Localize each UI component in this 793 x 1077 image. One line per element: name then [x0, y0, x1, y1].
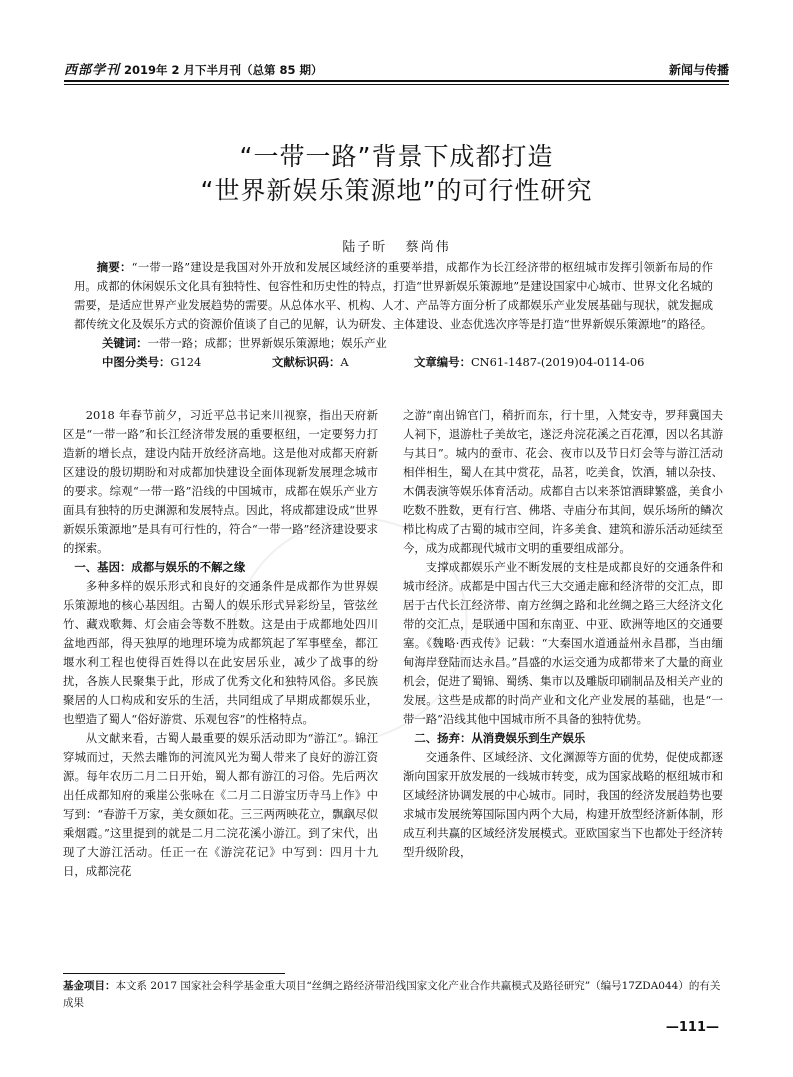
- page-header: [64, 56, 729, 78]
- article-title: [80, 140, 713, 208]
- doc-code-value: A: [340, 355, 349, 369]
- journal-logo: 西部学刊: [64, 63, 121, 78]
- issue-info: 2019年 2 月下半月刊（总第 85 期）: [124, 63, 323, 77]
- footnote: [63, 978, 723, 1012]
- abstract: [74, 258, 713, 334]
- paragraph: 多种多样的娱乐形式和良好的交通条件是成都作为世界娱乐策源地的核心基因组。古蜀人的娱乐形式异彩纷呈，管弦丝竹、藏戏歌舞、灯会庙会等数不胜数。这是由于成都地处四川盆地西部，得天独厚的地理环境为成都筑起了军事壁垒，都江堰水利工程也使得百姓得以在此安居乐业，减少了战事的纷扰，各族人民聚集于此，形成了优秀文化和独特风俗。多民族聚居的人口构成和安乐的生活，共同组成了早期成都娱乐业，也塑造了蜀人“俗好游赏、乐观包容”的性格特点。: [63, 579, 378, 726]
- author-2: 蔡尚伟: [405, 240, 451, 255]
- journal-info: [64, 59, 323, 78]
- classification-row: [74, 353, 713, 372]
- right-column: [403, 406, 723, 862]
- section-heading-2: 二、扬弃：从消费娱乐到生产娱乐: [414, 731, 586, 745]
- footnote-label: 基金项目：: [63, 980, 116, 992]
- clc-label: 中图分类号：: [102, 355, 171, 369]
- keywords: [102, 334, 713, 353]
- article-no-value: CN61-1487-(2019)04-0114-06: [470, 355, 645, 369]
- header-rule-thin: [64, 84, 729, 85]
- paragraph: 支撑成都娱乐产业不断发展的支柱是成都良好的交通条件和城市经济。成都是中国古代三大交通走廊和经济带的交汇点，即居于古代长江经济带、南方丝绸之路和北丝绸之路三大经济文化带的交汇点，是联通中国和东南亚、中亚、欧洲等地区的交通要塞。《魏略·西戎传》记载：“大秦国水道通益州永昌郡，当由缅甸海岸登陆而达永昌。”昌盛的水运交通为成都带来了大量的商业机会，促进了蜀锦、蜀绣、集市以及雕版印刷制品及相关产业的发展。这些是成都的时尚产业和文化产业发展的基础，也是“一带一路”沿线其他中国城市所不具备的独特优势。: [403, 560, 723, 726]
- footnote-rule: [63, 973, 285, 974]
- abstract-label: 摘要：: [96, 260, 132, 274]
- doc-code-label: 文献标识码：: [272, 355, 341, 369]
- keywords-text: 一带一路；成都；世界新娱乐策源地；娱乐产业: [147, 336, 387, 350]
- authors: [0, 236, 793, 255]
- clc-value: G124: [170, 355, 202, 369]
- paragraph: 从文献来看，古蜀人最重要的娱乐活动即为“游江”。锦江穿城而过，天然去雕饰的河流风光为蜀人带来了良好的游江资源。每年农历二月二日开始，蜀人都有游江的习俗。先后两次出任成都知府的乘崖公张咏在《二月二日游宝历寺马上作》中写到：“春游千万家，美女颜如花。三三两两映花立，飘飖尽似乘烟霞。”这里提到的就是二月二浣花溪小游江。到了宋代，出现了大游江活动。任正一在《游浣花记》中写到：四月十九日，成都浣花: [63, 731, 378, 878]
- abstract-text: “一带一路”建设是我国对外开放和发展区域经济的重要举措，成都作为长江经济带的枢纽城市发挥引领新布局的作用。成都的休闲娱乐文化具有独特性、包容性和历史性的特点，打造“世界新娱乐策源地”是建设国家中心城市、世界文化名城的需要，是适应世界产业发展趋势的需要。从总体水平、机构、人才、产品等方面分析了成都娱乐产业发展基础与现状，就发掘成都传统文化及娱乐方式的资源价值谈了自己的见解，认为研发、主体建设、业态优选次序等是打造“世界新娱乐策源地”的路径。: [74, 260, 713, 331]
- keywords-label: 关键词：: [102, 336, 148, 350]
- paragraph: 2018 年春节前夕，习近平总书记来川视察，指出天府新区是“一带一路”和长江经济带发展的重要枢纽，一定要努力打造新的增长点，建设内陆开放经济高地。这是他对成都天府新区建设的殷切期盼和对成都加快建设全面体现新发展理念城市的要求。综观“一带一路”沿线的中国城市，成都在娱乐产业方面具有独特的历史渊源和发展特点。因此，将成都建设成“世界新娱乐策源地”是具有可行性的，符合“一带一路”经济建设要求的探索。: [63, 408, 378, 555]
- author-1: 陆子昕: [342, 240, 388, 255]
- paragraph: 之游“南出锦官门，稍折而东，行十里，入梵安寺，罗拜冀国夫人祠下，退游杜子美故宅，遂泛舟浣花溪之百花潭，因以名其游与其日”。城内的蚕市、花会、夜市以及节日灯会等与游江活动相伴相生，蜀人在其中赏花，品茗，吃美食，饮酒，辅以杂技、木偶表演等娱乐体育活动。成都自古以来茶馆酒肆繁盛，美食小吃数不胜数，更有行宫、佛塔、寺庙分布其间，娱乐场所的鳞次栉比构成了古蜀的城市空间，许多美食、建筑和游乐活动延续至今，成为成都现代城市文明的重要组成部分。: [403, 408, 723, 555]
- abstract-block: [74, 258, 713, 372]
- header-rule: [64, 80, 729, 82]
- title-line-2: “世界新娱乐策源地”的可行性研究: [200, 176, 593, 205]
- left-column: [63, 406, 378, 881]
- footnote-text: 本文系 2017 国家社会科学基金重大项目“丝绸之路经济带沿线国家文化产业合作共赢模式及路径研究”（编号17ZDA044）的有关成果: [63, 980, 721, 1009]
- section-heading-1: 一、基因：成都与娱乐的不解之缘: [74, 560, 246, 574]
- article-no-label: 文章编号：: [414, 355, 471, 369]
- title-line-1: “一带一路”背景下成都打造: [239, 142, 554, 171]
- section-name: 新闻与传播: [668, 63, 729, 77]
- page-number: —111—: [665, 1020, 719, 1035]
- paragraph: 交通条件、区域经济、文化渊源等方面的优势，促使成都逐渐向国家开放发展的一线城市转变，成为国家战略的枢纽城市和区域经济协调发展的中心城市。同时，我国的经济发展趋势也要求城市发展统筹国际国内两个大局，构建开放型经济新体制，形成互利共赢的区域经济发展模式。亚欧国家当下也都处于经济转型升级阶段，: [403, 750, 723, 859]
